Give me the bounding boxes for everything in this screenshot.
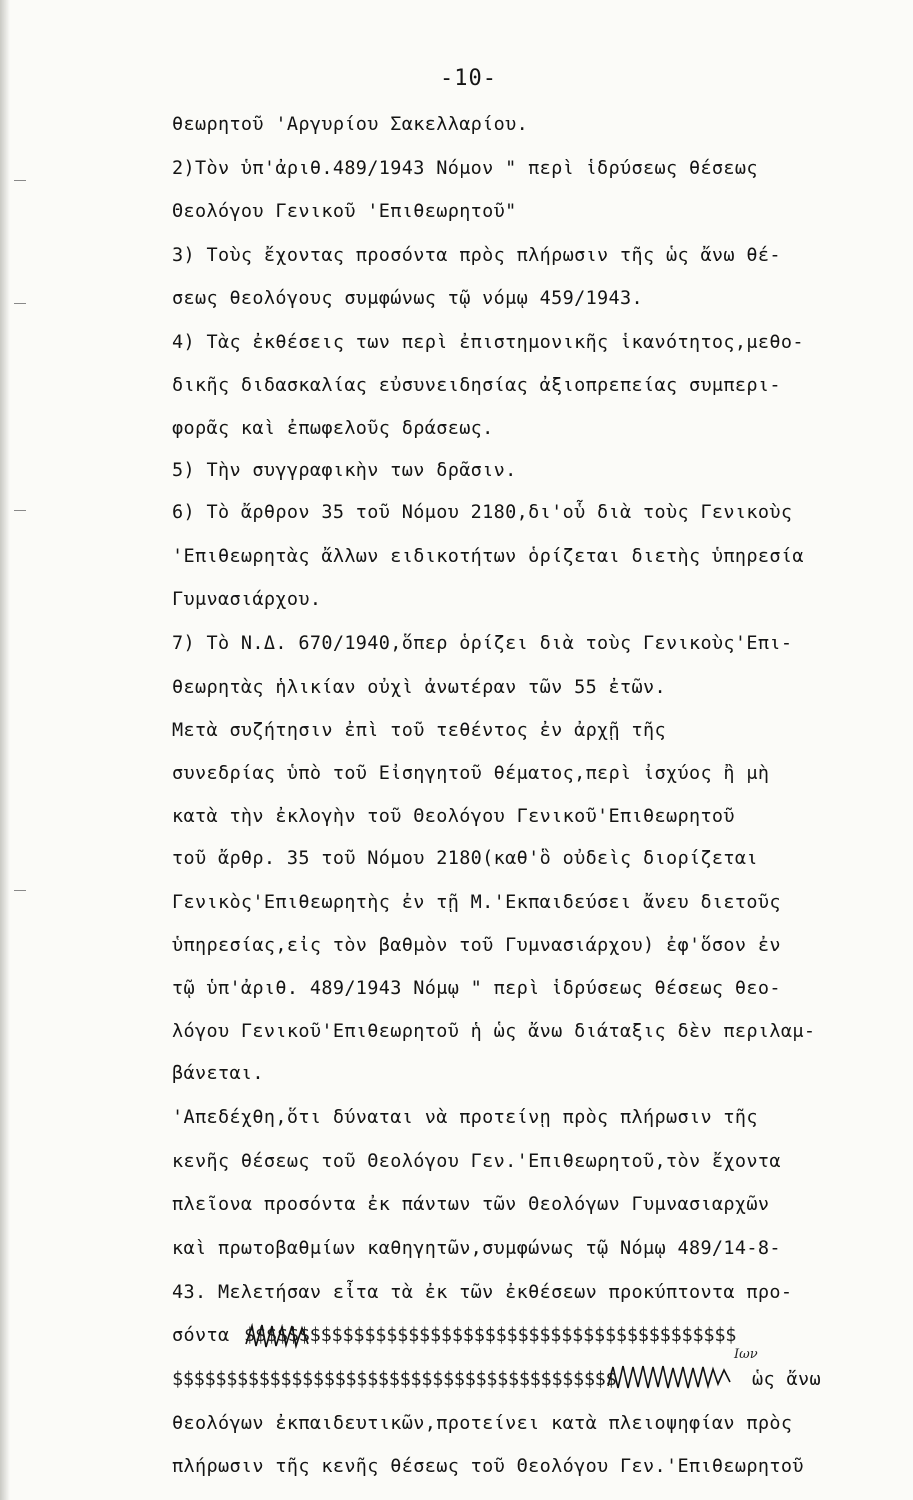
text-line: 7) Τὸ Ν.Δ. 670/1940,ὅπερ ὁρίζει διὰ τοὺς Γενικοὺς'Επι- [172, 633, 793, 654]
text-line: Μετὰ συζήτησιν ἐπὶ τοῦ τεθέντος ἐν ἀρχῇ τῆς [172, 720, 666, 741]
text-line: καὶ πρωτοβαθμίων καθηγητῶν,συμφώνως τῷ Νόμῳ 489/14-8- [172, 1238, 781, 1259]
text-line: συνεδρίας ὑπὸ τοῦ Εἰσηγητοῦ θέματος,περὶ ἰσχύος ἢ μὴ [172, 763, 770, 784]
handwritten-note: Ιων [734, 1347, 758, 1362]
text-line: κατὰ τὴν ἐκλογὴν τοῦ Θεολόγου Γενικοῦ'Επιθεωρητοῦ [172, 806, 735, 827]
text-line: τοῦ ἄρθρ. 35 τοῦ Νόμου 2180(καθ'ὃ οὐδεὶς διορίζεται [172, 848, 758, 869]
text-line: δικῆς διδασκαλίας εὐσυνειδησίας ἀξιοπρεπείας συμπερι- [172, 375, 781, 396]
text-line: πλεῖονα προσόντα ἐκ πάντων τῶν Θεολόγων Γυμνασιαρχῶν [172, 1194, 770, 1215]
scan-shadow-edge [0, 0, 10, 1500]
margin-mark [14, 303, 26, 304]
text-line: 'Απεδέχθη,ὅτι δύναται νὰ προτείνῃ πρὸς πλήρωσιν τῆς [172, 1107, 758, 1128]
text-line: λόγου Γενικοῦ'Επιθεωρητοῦ ἡ ὡς ἄνω διάταξις δὲν περιλαμ- [172, 1021, 816, 1042]
text-line: σεως θεολόγους συμφώνως τῷ νόμῳ 459/1943. [172, 288, 644, 309]
scribble-mark [244, 1322, 314, 1350]
text-line: 'Επιθεωρητὰς ἄλλων ειδικοτήτων ὁρίζεται διετὴς ὑπηρεσία [172, 546, 804, 567]
text-line: Θεολόγου Γενικοῦ 'Επιθεωρητοῦ" [172, 201, 517, 222]
text-line: Γυμνασιάρχου. [172, 589, 322, 610]
page-number: -10- [440, 66, 497, 91]
text-line: 6) Τὸ ἄρθρον 35 τοῦ Νόμου 2180,δι'οὗ διὰ τοὺς Γενικοὺς [172, 502, 793, 523]
margin-mark [14, 890, 26, 891]
text-line: τῷ ὑπ'ἀριθ. 489/1943 Νόμῳ " περὶ ἱδρύσεως θέσεως θεο- [172, 978, 781, 999]
margin-mark [14, 180, 26, 181]
text-line: θεωρητὰς ἡλικίαν οὐχὶ ἀνωτέραν τῶν 55 ἐτῶν. [172, 677, 666, 698]
margin-mark [14, 510, 26, 511]
text-line: ὡς ἄνω [752, 1369, 821, 1390]
text-line: 3) Τοὺς ἔχοντας προσόντα πρὸς πλήρωσιν τῆς ὡς ἄνω θέ- [172, 245, 781, 266]
text-line: 5) Τὴν συγγραφικὴν των δρᾶσιν. [172, 460, 517, 481]
struck-out-text: $$$$$$$$$$$$$$$$$$$$$$$$$$$$$$$$$$$$$$$$$$$$$ [244, 1325, 737, 1346]
text-line: 2)Τὸν ὑπ'ἀριθ.489/1943 Νόμον " περὶ ἱδρύσεως θέσεως [172, 158, 758, 179]
struck-out-text: $$$$$$$$$$$$$$$$$$$$$$$$$$$$$$$$$$$$$$$$$ [172, 1369, 617, 1390]
text-line: θεωρητοῦ 'Αργυρίου Σακελλαρίου. [172, 114, 529, 135]
text-line: σόντα [172, 1325, 230, 1346]
text-line: θεολόγων ἐκπαιδευτικῶν,προτείνει κατὰ πλειοψηφίαν πρὸς [172, 1413, 793, 1434]
text-line: Γενικὸς'Επιθεωρητὴς ἐν τῇ Μ.'Εκπαιδεύσει ἄνευ διετοῦς [172, 892, 781, 913]
scribble-mark [606, 1362, 736, 1392]
text-line: φορᾶς καὶ ἐπωφελοῦς δράσεως. [172, 418, 494, 439]
text-line: ὑπηρεσίας,εἰς τὸν βαθμὸν τοῦ Γυμνασιάρχου) ἐφ'ὅσον ἐν [172, 935, 781, 956]
text-line: 43. Μελετήσαν εἶτα τὰ ἐκ τῶν ἐκθέσεων προκύπτοντα προ- [172, 1282, 793, 1303]
text-line: κενῆς θέσεως τοῦ Θεολόγου Γεν.'Επιθεωρητοῦ,τὸν ἔχοντα [172, 1151, 781, 1172]
text-line: 4) Τὰς ἐκθέσεις των περὶ ἐπιστημονικῆς ἱκανότητος,μεθο- [172, 332, 804, 353]
text-line: βάνεται. [172, 1063, 264, 1084]
text-line: πλήρωσιν τῆς κενῆς θέσεως τοῦ Θεολόγου Γεν.'Επιθεωρητοῦ [172, 1456, 804, 1477]
